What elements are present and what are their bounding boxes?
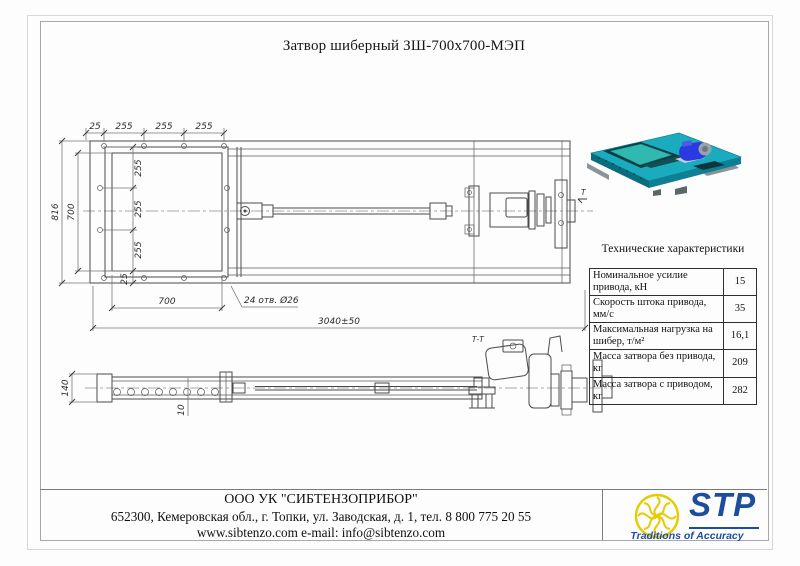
- table-row: [590, 269, 757, 296]
- plan-view-drawing: [45, 90, 605, 338]
- svg-text:140: 140: [61, 379, 71, 397]
- svg-text:25: 25: [120, 273, 130, 285]
- svg-text:255: 255: [134, 159, 144, 177]
- spec-label: Скорость штока привода, мм/с: [590, 296, 724, 323]
- svg-text:25: 25: [89, 122, 101, 132]
- section-view-label: Т-Т: [472, 335, 484, 344]
- company-address: 652300, Кемеровская обл., г. Топки, ул. Заводская, д. 1, тел. 8 800 775 20 55: [110, 508, 532, 524]
- table-row: [590, 323, 757, 350]
- specs-table: [589, 268, 757, 405]
- company-web: www.sibtenzo.com e-mail: info@sibtenzo.com: [196, 524, 446, 540]
- render-body: [591, 133, 741, 188]
- product-3d-render: [583, 127, 748, 199]
- spec-value: 282: [724, 377, 757, 404]
- dim-top-chain: [83, 122, 227, 142]
- table-row: [590, 377, 757, 404]
- valve-body-outline: [90, 141, 570, 283]
- svg-text:700: 700: [158, 297, 176, 307]
- stp-logo-tagline: Traditions of Accuracy: [630, 530, 744, 542]
- company-name: ООО УК "СИБТЕНЗОПРИБОР": [224, 492, 418, 507]
- spec-label: Максимальная нагрузка на шибер, т/м²: [590, 323, 724, 350]
- dim-left: [51, 138, 112, 286]
- company-info: [40, 490, 602, 540]
- spec-label: Номинальное усилие привода, кН: [590, 269, 724, 296]
- svg-text:24 отв. Ø26: 24 отв. Ø26: [244, 296, 299, 306]
- spec-label: Масса затвора с приводом, кг: [590, 377, 724, 404]
- svg-text:Т: Т: [581, 188, 586, 197]
- spec-value: 35: [724, 296, 757, 323]
- logo-cell: [602, 486, 767, 542]
- svg-text:700: 700: [67, 203, 77, 221]
- dim-inner-chain: [103, 144, 144, 286]
- table-row: [590, 296, 757, 323]
- svg-text:10: 10: [177, 404, 187, 416]
- stp-logo-text: STP: [689, 486, 757, 523]
- svg-text:255: 255: [115, 122, 133, 132]
- drawing-title: Затвор шиберный ЗШ-700х700-МЭП: [282, 38, 526, 54]
- svg-text:255: 255: [134, 200, 144, 218]
- flange-bolt-holes: [98, 144, 230, 281]
- spec-label: Масса затвора без привода, кг: [590, 350, 724, 377]
- svg-text:3040±50: 3040±50: [318, 317, 360, 327]
- svg-text:255: 255: [195, 122, 213, 132]
- stp-logo-underline: [689, 527, 759, 529]
- table-row: [590, 350, 757, 377]
- dim-side: [61, 371, 188, 416]
- spec-value: 209: [724, 350, 757, 377]
- spec-value: 16,1: [724, 323, 757, 350]
- side-bolt-heads: [114, 389, 219, 396]
- actuator-assembly-plan: [237, 180, 575, 248]
- svg-text:255: 255: [155, 122, 173, 132]
- spec-value: 15: [724, 269, 757, 296]
- specs-title: Технические характеристики: [601, 243, 745, 255]
- svg-text:816: 816: [51, 203, 61, 221]
- title-block: [40, 486, 767, 542]
- side-view-drawing: [45, 330, 620, 425]
- svg-text:255: 255: [134, 241, 144, 259]
